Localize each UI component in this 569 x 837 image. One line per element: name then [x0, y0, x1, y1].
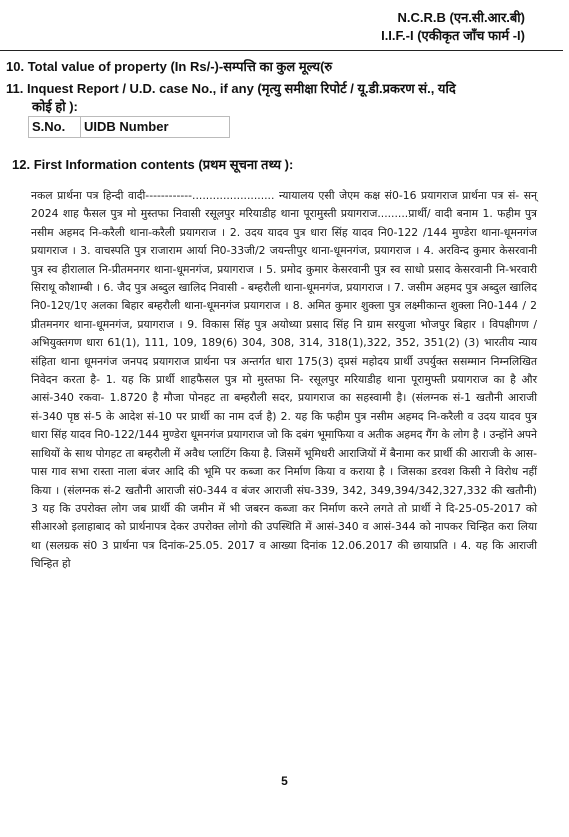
field-12-label: First Information contents (प्रथम सूचना तथ्य ): [33, 157, 294, 172]
fir-contents-text: नकल प्रार्थना पत्र हिन्दी वादी------------........................ न्यायालय एसी जेएम कक्ष सं0-16 प्रयागराज प्रार्थना पत्र सं- सन् 2024 शाह फैसल पुत्र मो मुस्तफा निवासी रसूलपुर मरियाडीह थाना पूरामुस्ती प्रयागराज.........प्रार्थी/ वादी बनाम 1. फहीम पुत्र नसीम अहमद नि-करैली थाना-करैली प्रयागराज । 2. उदय यादव पुत्र धारा सिंह यादव नि0-122 /144 मुण्डेरा थाना-धूमनगंज प्रयागराज । 3. वाचस्पति पुत्र राजाराम आर्या नि0-33जी/2 जयन्तीपुर थाना-धूमनगंज, प्रयागराज । 4. अरविन्द कुमार केसरवानी पुत्र स्व हीरालाल नि-प्रीतमनगर थाना-धूमनगंज, प्रयागराज । 5. प्रमोद कुमार केसरवानी पुत्र स्व साधो प्रसाद केसरवानी नि-भरवारी सिराथू कौशाम्बी । 6. जैद पुत्र अब्दुल खालिद निवासी - बम्हरौली थाना-धूमनगंज, प्रयागराज । 7. जसीम अहमद पुत्र अब्दुल खालिद नि0-12ए/1ए अलका बिहार बम्हरौली थाना-धूमनगंज प्रयागराज । 8. अमित कुमार शुक्ला पुत्र लक्ष्मीकान्त शुक्ला नि0-144 / 2 प्रीतमनगर थाना-धूमनगंज, प्रयागराज । 9. विकास सिंह पुत्र अयोध्या प्रसाद सिंह नि ग्राम सरयुजा भोजपुर बिहार । विपक्षीगण / अभियुक्तगण धारा 61(1), 111, 109, 189(6) 304, 308, 314, 318(1),322, 352, 351(2) (3) भारतीय न्याय संहिता थाना धूमनगंज जनपद प्रयागराज प्रार्थना पत्र अन्तर्गत धारा 175(3) द्प्रसं महोदय प्रार्थी उपर्युक्त ससम्मान निम्नलिखित निवेदन करता है- 1. यह कि प्रार्थी शाहफैसल पुत्र मो मुस्तफा नि- रसूलपुर मरियाडीह थाना पूरामुफ्ती प्रयागराज का है और आसं-340 रकवा- 1.8720 है मौजा पोनहट ता बम्हरौली सदर, प्रयागराज का सहस्वामी है। (संलग्नक सं-1 खतौनी आराजी सं-340 पृष्ठ सं-5 के आदेश सं-10 पर प्रार्थी का नाम दर्ज है) 2. यह कि फहीम पुत्र नसीम अहमद नि-करैली व उदय यादव पुत्र धारा सिंह यादव नि0-122/144 मुण्डेरा धूमनगंज प्रयागराज जो कि दबंग भूमाफिया व अतीक अहमद गैंग के लोग है । उन्होंने अपने साथियों के साथ पोगहट ता बम्हरौली में अवैध प्लाटिंग किया है. जिसमें भूमिधरी आराजियों में बैनामा कर प्रार्थी की आराजी के आस-पास गाव सभा रास्ता नाला बंजर आदि की भूमि पर कब्जा कर निर्माण किया व कराया है । जिसका डरवश किसी ने विरोध नहीं किया । (संलग्नक सं-2 खतौनी आराजी सं0-344 व बंजर आराजी संघ-339, 342, 349,394/342,327,332 की खतौनी) 3 यह कि उपरोक्त लोग जब प्रार्थी की जमीन में भी जबरन कब्जा कर निर्माण करने लगते तो प्रार्थी ने दि-25-05-2017 को सीआरओ इलाहाबाद को प्रार्थनापत्र देकर उपरोक्त लोगो की उपस्थिति में आसं-340 व आसं-344 को नापकर चिन्हित करा लिया था (सलग्रक सं0 3 प्रार्थना पत्र दिनांक-25.05. 2017 व आख्या दिनांक 12.06.2017 की छायाप्रति । 4. यह कि आराजी चिन्हित हो [31, 189, 537, 571]
table-header-uidb: UIDB Number [84, 119, 169, 134]
field-11-inquest-report [6, 80, 559, 97]
table-header-sno: S.No. [29, 117, 81, 137]
field-12-number: 12. [12, 157, 31, 172]
field-11-label-continued: कोई हो ): [32, 99, 78, 114]
page-number: 5 [281, 774, 288, 788]
field-10-number: 10. [6, 59, 25, 74]
field-10-label: Total value of property (In Rs/-)-सम्पत्ति का कुल मूल्य(रु [27, 59, 333, 74]
field-12-fir-contents [12, 156, 559, 173]
header-divider [0, 50, 563, 51]
field-10-total-property-value [6, 58, 559, 75]
form-header-ncrb: N.C.R.B (एन.सी.आर.बी) [397, 10, 525, 25]
field-11-label: Inquest Report / U.D. case No., if any (मृत्यु समीक्षा रिपोर्ट / यू.डी.प्रकरण सं., यदि [26, 81, 456, 96]
ud-case-table [28, 116, 230, 138]
form-header-iif: I.I.F.-I (एकीकृत जाँच फार्म -I) [381, 28, 525, 43]
field-11-number: 11. [6, 81, 24, 96]
